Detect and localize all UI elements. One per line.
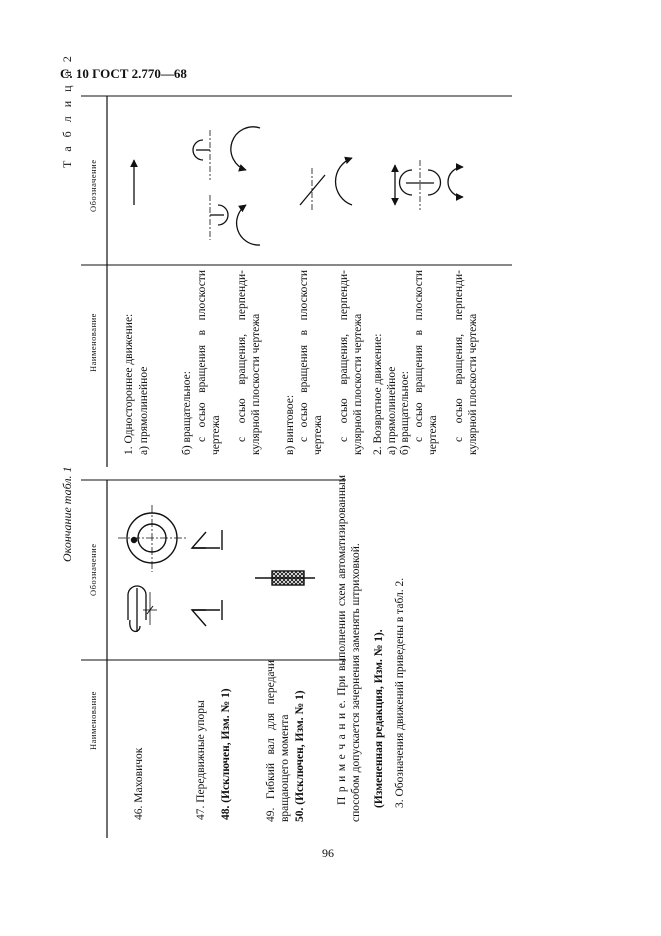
revision-note: (Измененная редакция, Изм. № 1). xyxy=(373,629,385,808)
r2b2-line1: с осью вращения, перпенди- xyxy=(453,270,465,442)
item-3-note: 3. Обозначения движений приведены в табл. 2. xyxy=(394,577,406,808)
r1a: а) прямолинейное xyxy=(138,366,150,455)
r1b1-line1: с осью вращения в плоскости xyxy=(196,270,208,442)
page-number: 96 xyxy=(322,846,334,860)
r2a: а) прямолинейное xyxy=(386,366,398,455)
r1-title: 1. Одностороннее движение: xyxy=(123,313,135,455)
right-header-symbol: Обозначение xyxy=(88,159,98,212)
left-header-name: Наименование xyxy=(88,691,98,750)
r2-title: 2. Возвратное движение: xyxy=(372,333,384,455)
page-header: С. 10 ГОСТ 2.770—68 xyxy=(60,66,187,81)
reciprocating-rotation-perpendicular-icon xyxy=(448,167,463,197)
row-48-label: 48. (Исключен, Изм. № 1) xyxy=(220,688,232,820)
r1v2-line1: с осью вращения, перпенди- xyxy=(338,270,350,442)
r1b2-line1: с осью вращения, перпенди- xyxy=(236,270,248,442)
rotation-in-plane-icon-2 xyxy=(210,195,228,240)
r2b1-line1: с осью вращения в плоскости xyxy=(413,270,425,442)
r1v2-line2: кулярной плоскости чертежа xyxy=(352,313,364,455)
reciprocating-rotation-in-plane-icon xyxy=(400,160,441,210)
row-47-label: 47. Передвижные упоры xyxy=(195,700,207,820)
left-header-symbol: Обозначение xyxy=(88,543,98,596)
r1b2-line2: кулярной плоскости чертежа xyxy=(250,313,262,455)
r1v1-line1: с осью вращения в плоскости xyxy=(298,270,310,442)
r2b2-line2: кулярной плоскости чертежа xyxy=(467,313,479,455)
row-49-label-line2: вращающего момента xyxy=(279,714,291,822)
left-table-caption: Окончание табл. 1 xyxy=(60,466,74,562)
r1b: б) вращательное: xyxy=(181,371,193,455)
row-50-label: 50. (Исключен, Изм. № 1) xyxy=(294,690,306,822)
note-line2: способом допускается зачернения заменять штриховкой. xyxy=(350,543,362,822)
rotation-perpendicular-icon-2 xyxy=(237,205,260,245)
note-line1: П р и м е ч а н и е. При выполнении схем автоматизированным xyxy=(336,475,348,805)
r2b: б) вращательное: xyxy=(399,371,411,455)
rotation-perpendicular-icon-1 xyxy=(231,127,260,170)
r1v: в) винтовое: xyxy=(284,394,296,455)
rotation-in-plane-icon-1 xyxy=(193,130,210,180)
r2b1-line2: чертежа xyxy=(427,415,439,455)
helical-perpendicular-icon xyxy=(336,158,352,205)
helical-in-plane-icon xyxy=(300,168,325,210)
right-table-caption: Т а б л и ц а 2 xyxy=(60,53,74,168)
row-46-label: 46. Маховичок xyxy=(133,747,145,820)
r1b1-line2: чертежа xyxy=(210,415,222,455)
row-49-label-line1: 49. Гибкий вал для передачи xyxy=(265,660,277,822)
right-header-name: Наименование xyxy=(88,313,98,372)
r1v1-line2: чертежа xyxy=(312,415,324,455)
